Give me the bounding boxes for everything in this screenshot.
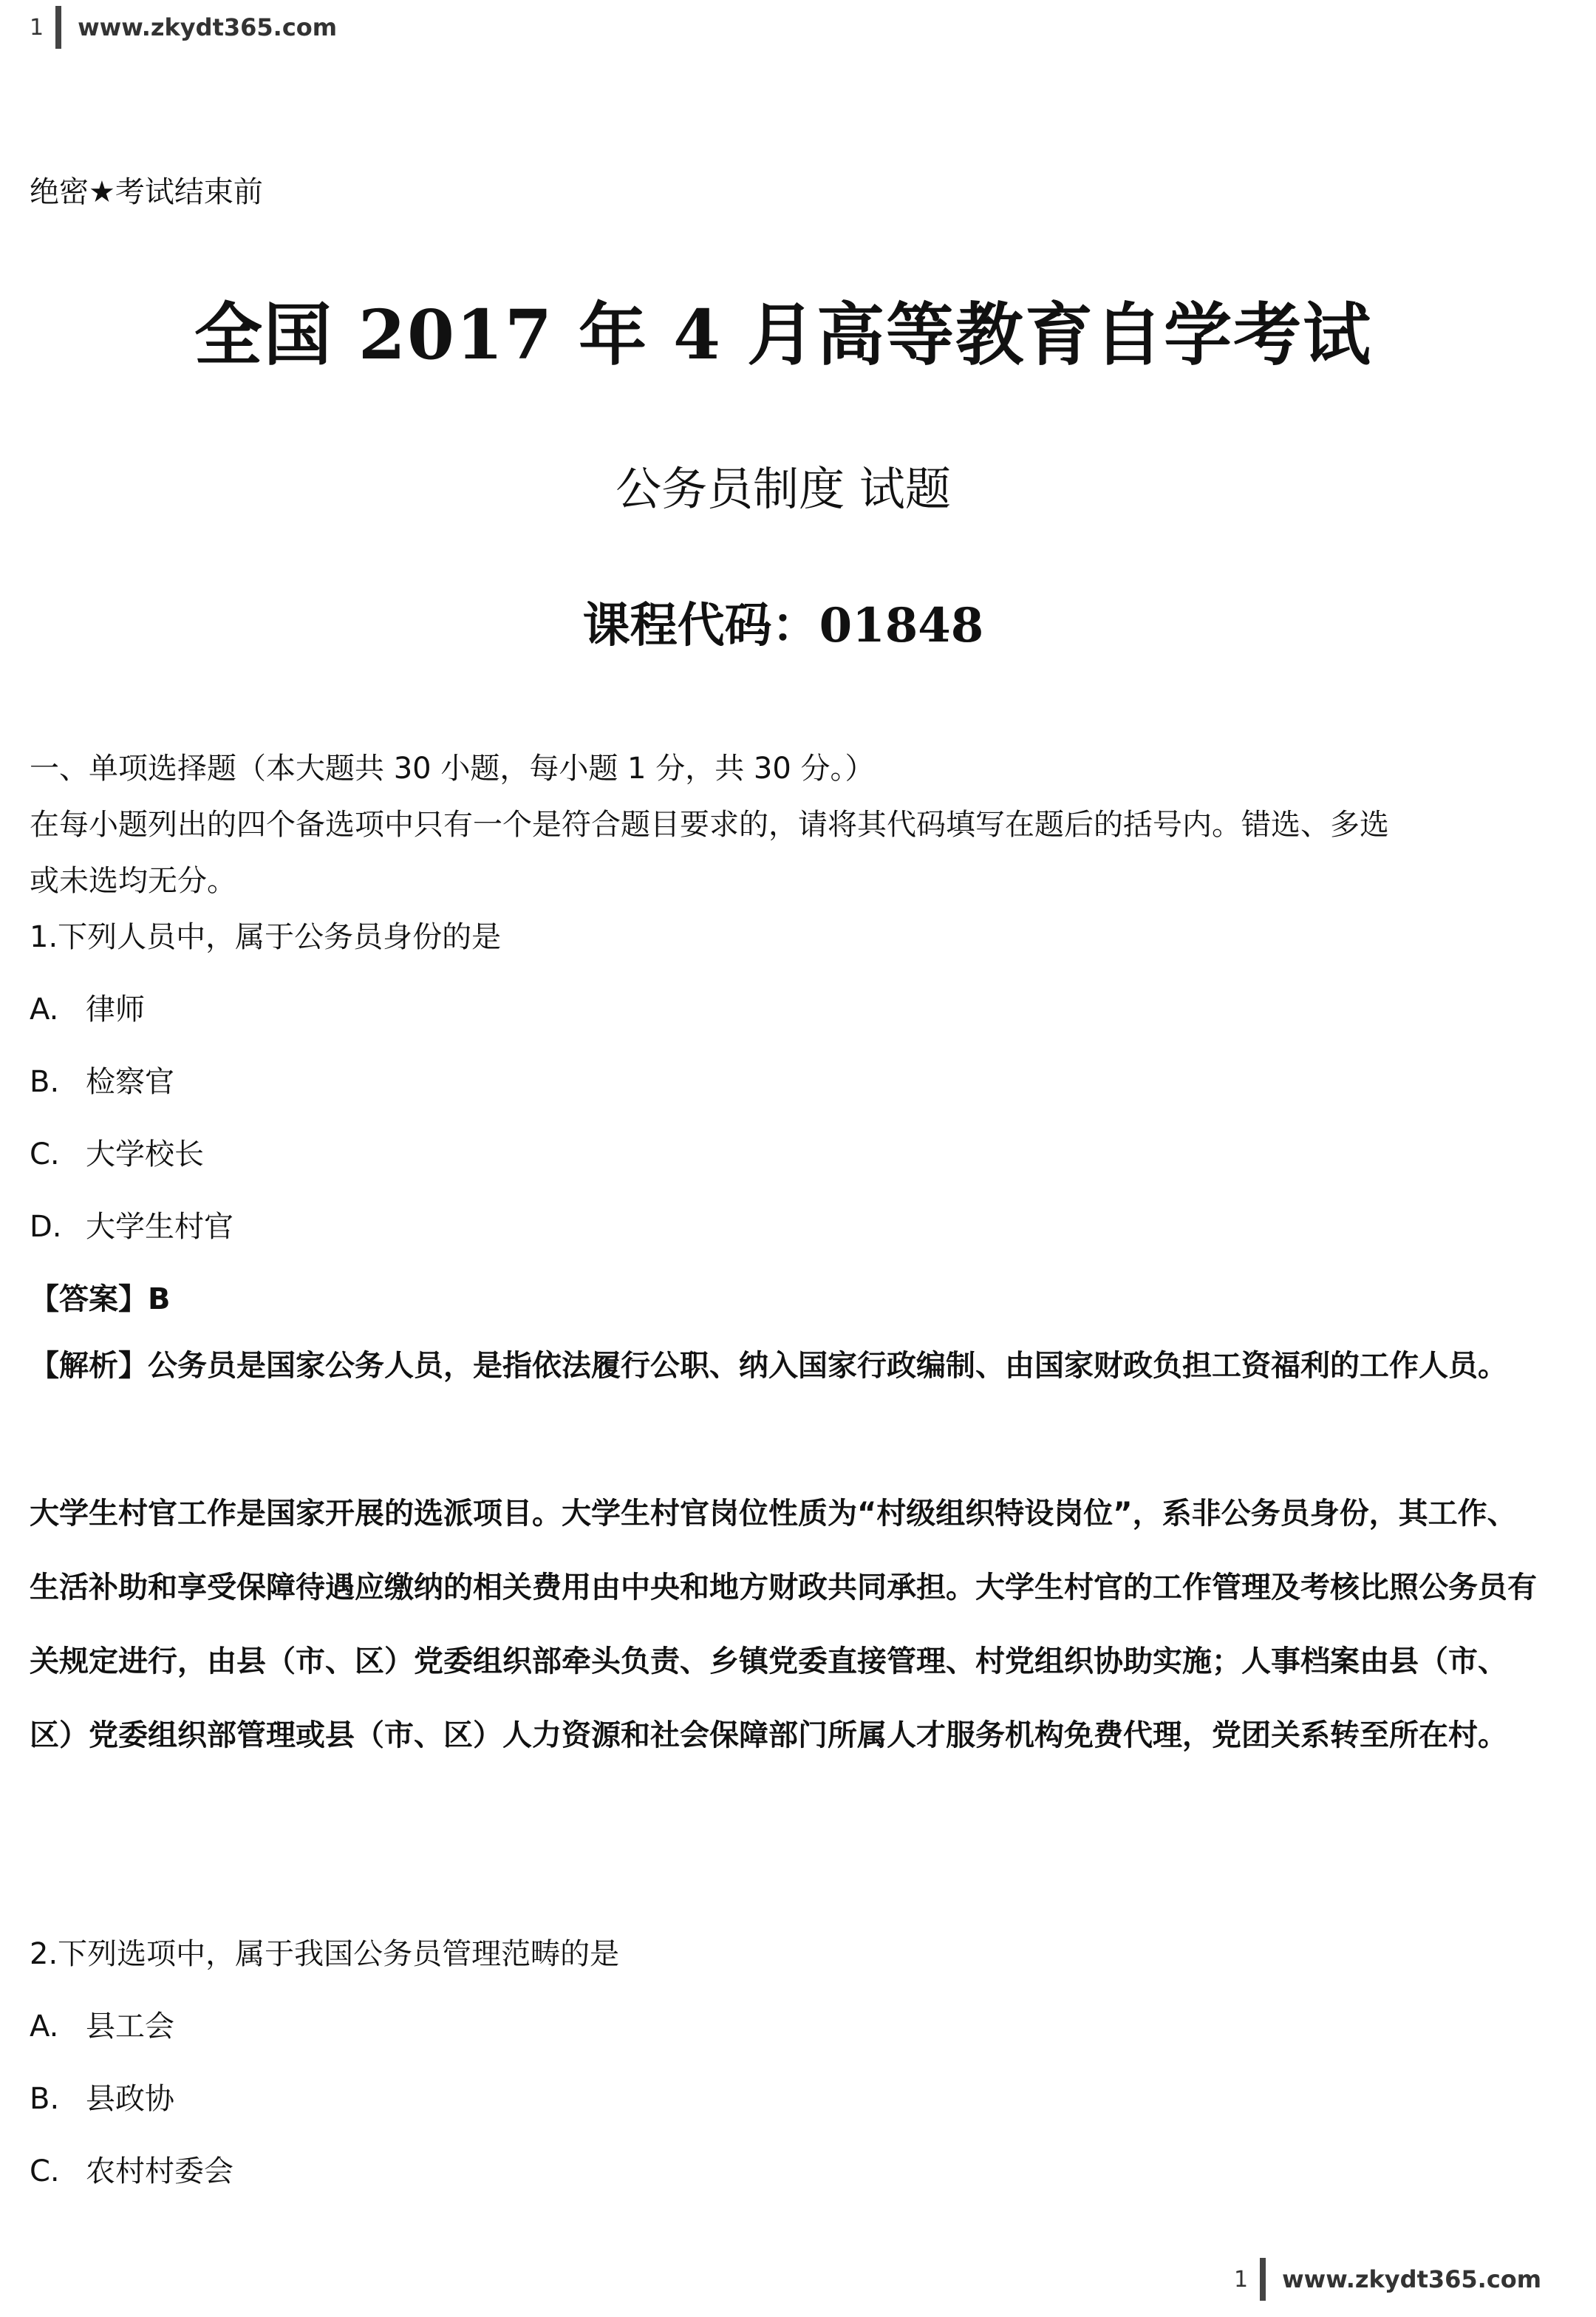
header-divider — [55, 6, 61, 49]
q1-analysis-paragraph-2: 大学生村官工作是国家开展的选派项目。大学生村官岗位性质为“村级组织特设岗位”，系非公务员身份，其工作、生活补助和享受保障待遇应缴纳的相关费用由中央和地方财政共同承担。大学生村官的工作管理及考核比照公务员有关规定进行，由县（市、区）党委组织部牵头负责、乡镇党委直接管理、村党组织协助实施；人事档案由县（市、区）党委组织部管理或县（市、区）人力资源和社会保障部门所属人才服务机构免费代理，党团关系转至所在村。 — [30, 1497, 1537, 1752]
header-site-link[interactable]: www.zkydt365.com — [78, 13, 338, 41]
page-footer — [1234, 2258, 1541, 2301]
question-1-stem: 1.下列人员中，属于公务员身份的是 — [30, 920, 502, 954]
option-letter: D. — [30, 1210, 62, 1244]
footer-divider — [1260, 2258, 1266, 2301]
option-text: 大学生村官 — [86, 1210, 233, 1244]
secret-mark: 绝密★考试结束前 — [30, 175, 263, 209]
section-instruction-line1: 在每小题列出的四个备选项中只有一个是符合题目要求的，请将其代码填写在题后的括号内。错选、多选 — [30, 808, 1389, 842]
footer-site-link[interactable]: www.zkydt365.com — [1282, 2265, 1542, 2293]
option-text: 大学校长 — [86, 1137, 204, 1171]
section-heading: 一、单项选择题（本大题共 30 小题，每小题 1 分，共 30 分。） — [30, 752, 875, 786]
option-text: 农村村委会 — [86, 2154, 233, 2188]
option-text: 县政协 — [86, 2082, 174, 2116]
course-code: 课程代码：01848 — [582, 598, 984, 653]
header-page-number: 1 — [30, 14, 44, 41]
q2-option-a — [30, 2003, 174, 2045]
q1-option-c — [30, 1131, 204, 1173]
option-text: 县工会 — [86, 2010, 174, 2044]
q1-analysis-paragraph-1: 【解析】公务员是国家公务人员，是指依法履行公职、纳入国家行政编制、由国家财政负担工资福利的工作人员。 — [30, 1349, 1507, 1383]
question-2-stem: 2.下列选项中，属于我国公务员管理范畴的是 — [30, 1937, 620, 1971]
q1-option-b — [30, 1058, 174, 1100]
option-letter: B. — [30, 1065, 60, 1099]
q2-option-b — [30, 2075, 174, 2117]
q1-option-d — [30, 1203, 233, 1245]
option-text: 律师 — [86, 993, 145, 1027]
footer-page-number: 1 — [1234, 2266, 1249, 2293]
option-letter: C. — [30, 1137, 60, 1171]
option-letter: C. — [30, 2154, 60, 2188]
q1-option-a — [30, 986, 145, 1028]
exam-title: 全国 2017 年 4 月高等教育自学考试 — [194, 295, 1373, 375]
q1-answer: 【答案】B — [30, 1282, 171, 1316]
option-letter: A. — [30, 993, 59, 1027]
option-letter: B. — [30, 2082, 60, 2116]
option-text: 检察官 — [86, 1065, 174, 1099]
option-letter: A. — [30, 2010, 59, 2044]
section-instruction-line2: 或未选均无分。 — [30, 864, 236, 898]
exam-subtitle: 公务员制度 试题 — [615, 462, 951, 516]
q2-option-c — [30, 2148, 233, 2190]
page-header — [30, 6, 337, 49]
